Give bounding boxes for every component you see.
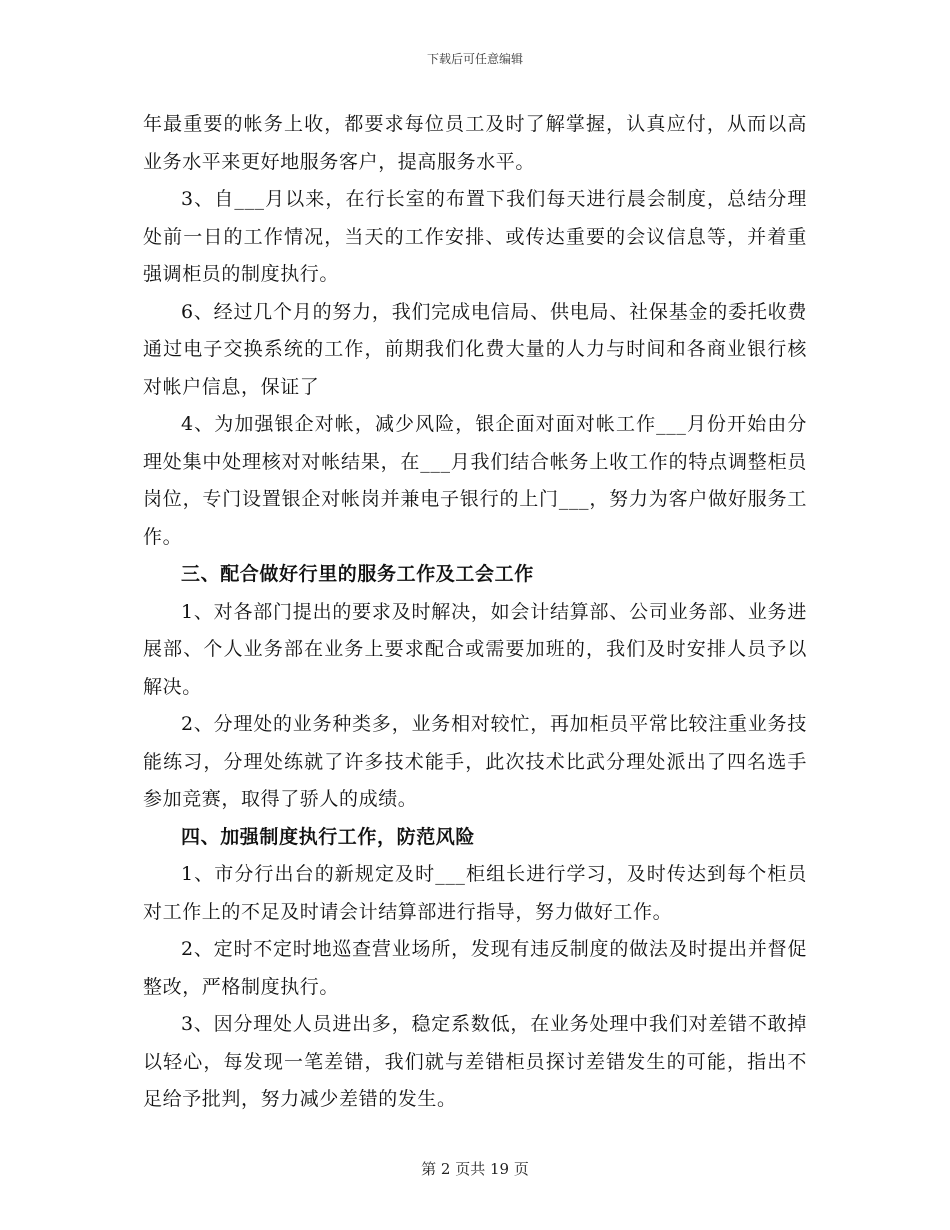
paragraph: 1、市分行出台的新规定及时___柜组长进行学习，及时传达到每个柜员对工作上的不足及时请会计结算部进行指导，努力做好工作。 <box>143 863 807 923</box>
paragraph: 2、定时不定时地巡查营业场所，发现有违反制度的做法及时提出并督促整改，严格制度执行。 <box>143 938 807 998</box>
page-header: 下载后可任意编辑 <box>426 52 523 66</box>
section-heading: 三、配合做好行里的服务工作及工会工作 <box>181 563 534 585</box>
document-body <box>143 106 807 1119</box>
section-heading: 四、加强制度执行工作，防范风险 <box>181 825 476 848</box>
paragraph: 3、自___月以来，在行长室的布置下我们每天进行晨会制度，总结分理处前一日的工作情况，当天的工作安排、或传达重要的会议信息等，并着重强调柜员的制度执行。 <box>143 188 807 285</box>
paragraph: 2、分理处的业务种类多，业务相对较忙，再加柜员平常比较注重业务技能练习，分理处练就了许多技术能手，此次技术比武分理处派出了四名选手参加竞赛，取得了骄人的成绩。 <box>143 713 807 810</box>
page-number: 第 2 页共 19 页 <box>421 1160 529 1178</box>
paragraph: 1、对各部门提出的要求及时解决，如会计结算部、公司业务部、业务进展部、个人业务部在业务上要求配合或需要加班的，我们及时安排人员予以解决。 <box>143 600 807 698</box>
paragraph: 年最重要的帐务上收，都要求每位员工及时了解掌握，认真应付，从而以高业务水平来更好地服务客户，提高服务水平。 <box>143 113 807 173</box>
paragraph: 4、为加强银企对帐，减少风险，银企面对面对帐工作___月份开始由分理处集中处理核对对帐结果，在___月我们结合帐务上收工作的特点调整柜员岗位，专门设置银企对帐岗并兼电子银行的上门___，努力为客户做好服务工作。 <box>143 413 807 548</box>
paragraph: 6、经过几个月的努力，我们完成电信局、供电局、社保基金的委托收费通过电子交换系统的工作，前期我们化费大量的人力与时间和各商业银行核对帐户信息，保证了 <box>143 300 807 398</box>
paragraph: 3、因分理处人员进出多，稳定系数低，在业务处理中我们对差错不敢掉以轻心，每发现一笔差错，我们就与差错柜员探讨差错发生的可能，指出不足给予批判，努力减少差错的发生。 <box>143 1013 807 1110</box>
